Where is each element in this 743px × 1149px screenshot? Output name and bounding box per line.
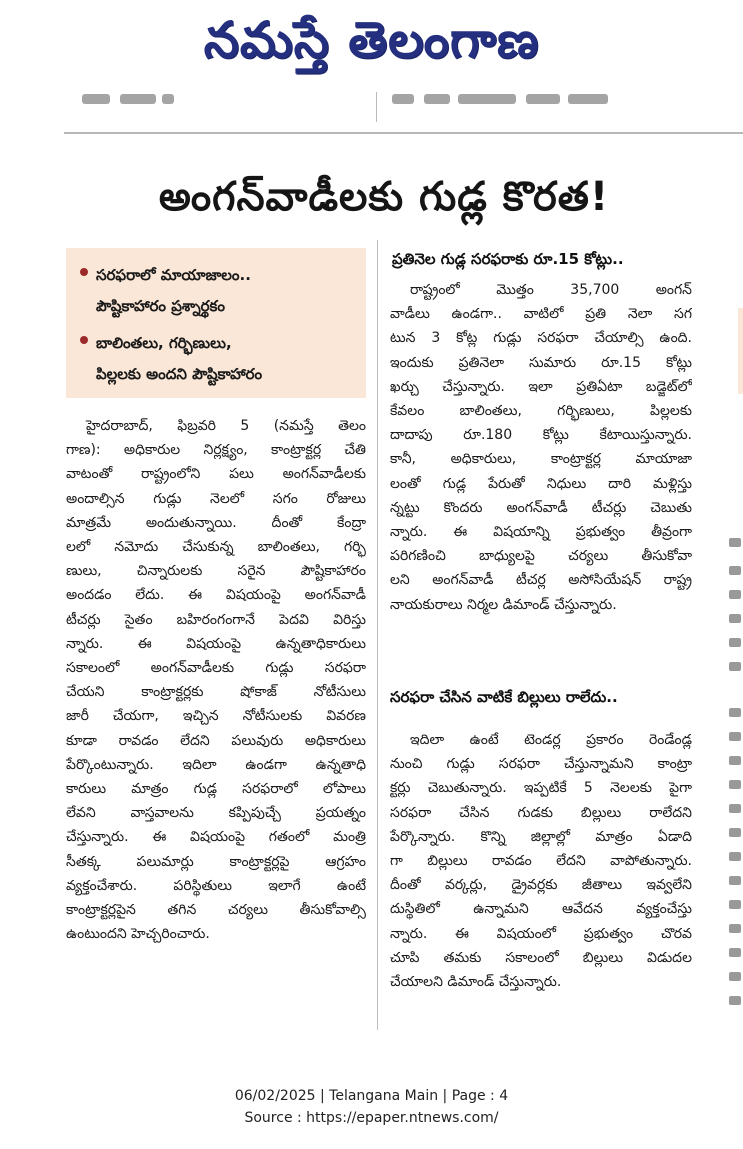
body-line: కేవలం బాలింతలు, గర్భిణులు, పిల్లలకు [390, 403, 692, 420]
body-line: టున 3 కోట్ల గుడ్లు సరఫరా చేయాల్సి ఉంది. [390, 330, 692, 347]
highlights-box [66, 248, 366, 398]
body-line: ఖర్చు చేస్తున్నారు. ఇలా ప్రతిఏటా బడ్జెట్‌లో [390, 378, 692, 395]
body-line: లంతో గుడ్ల పేరుతో నిధులు దారి మళ్లిస్తు [390, 475, 692, 492]
highlight-line: పిల్లలకు అందని పౌష్టికాహారం [96, 365, 263, 383]
body-line: చేయని కాంట్రాక్టర్లకు షోకాజ్‌ నోటీసులు [66, 684, 366, 701]
body-line: కూడా రావడం లేదని పలువురు అధికారులు [66, 732, 366, 749]
body-line: వ్యక్తంచేశారు. పరిస్థితులు ఇలాగే ఉంటే [66, 877, 366, 894]
body-line: మాత్రమే అందుతున్నాయి. దీంతో కేంద్రా [66, 514, 366, 531]
body-line: పరిగణించి బాధ్యులపై చర్యలు తీసుకోవా [390, 548, 692, 565]
body-line: జారీ చేయగా, ఇచ్చిన నోటీసులకు వివరణ [66, 708, 366, 725]
body-line: రాష్ట్రంలో మొత్తం 35,700 అంగన్‌ [410, 282, 692, 298]
body-line: ఇదిలా ఉంటే టెండర్ల ప్రకారం రెండేండ్ల [410, 732, 692, 748]
body-line: చేయాలని డిమాండ్‌ చేస్తున్నారు. [390, 974, 562, 991]
mid-column-section-2 [390, 728, 692, 994]
mid-column-section-1 [390, 278, 692, 617]
body-line: సీతక్క పలుమార్లు కాంట్రాక్టర్లపై ఆగ్రహం [66, 853, 366, 870]
body-line: కాంట్రాక్టర్లపైన తగిన చర్యలు తీసుకోవాల్సి [66, 902, 366, 919]
highlight-item [80, 260, 354, 322]
body-line: లలో నమోదు చేసుకున్న బాలింతలు, గర్భి [66, 539, 366, 556]
footer-date-edition: 06/02/2025 | Telangana Main | Page : 4 [234, 1088, 509, 1104]
body-line: ణులు, చిన్నారులకు సరైన పౌష్టికాహారం [66, 563, 366, 580]
footer-source: Source : https://epaper.ntnews.com/ [244, 1110, 499, 1126]
bullet-dot-icon [80, 336, 88, 344]
body-line: దుస్థితిలో ఉన్నామని ఆవేదన వ్యక్తంచేస్తు [390, 901, 692, 918]
left-column-body [66, 414, 366, 946]
highlight-line: పౌష్టికాహారం ప్రశ్నార్థకం [96, 297, 225, 315]
body-line: గాణ): అధికారుల నిర్లక్ష్యం, కాంట్రాక్టర్ల చేతి [66, 442, 366, 459]
body-line: గా బిల్లులు రావడం లేదని వాపోతున్నారు. [390, 853, 692, 870]
section-subhead: సరఫరా చేసిన వాటికే బిల్లులు రాలేదు.. [390, 688, 618, 706]
clipped-neighbor-tint [738, 308, 743, 394]
column-divider [377, 240, 378, 1030]
body-line: టీచర్లు సైతం బహిరంగంగానే పెదవి విరిస్తు [66, 611, 366, 628]
body-line: నుంచి గుడ్లు సరఫరా చేస్తున్నామని కాంట్రా [390, 756, 692, 773]
body-line: వాడీలు ఉండగా.. వాటిలో ప్రతి నెలా సగ [390, 306, 692, 323]
body-line: లని అంగన్‌వాడీ టీచర్ల అసోసియేషన్‌ రాష్ట్ర [390, 572, 692, 589]
body-line: ఇందుకు ప్రతినెలా సుమారు రూ.15 కోట్లు [390, 354, 692, 371]
body-line: పేర్కొన్నారు. కొన్ని జిల్లాల్లో మాత్రం ఏడాది [390, 828, 692, 845]
bullet-dot-icon [80, 268, 88, 276]
body-line: నాయకురాలు నిర్మల డిమాండ్‌ చేస్తున్నారు. [390, 596, 617, 613]
section-subhead: ప్రతినెల గుడ్ల సరఫరాకు రూ.15 కోట్లు.. [392, 250, 624, 268]
body-line: దాదాపు రూ.180 కోట్లు కేటాయిస్తున్నారు. [390, 427, 692, 444]
highlight-line: బాలింతలు, గర్భిణులు, [96, 334, 232, 352]
body-line: వాటంతో రాష్ట్రంలోని పలు అంగన్‌వాడీలకు [66, 466, 366, 483]
body-line: సరఫరా చేసిన గుడకు బిల్లులు రాలేదని [390, 804, 692, 821]
body-line: హైదరాబాద్‌, ఫిబ్రవరి 5 (నమస్తే తెలం [86, 418, 366, 434]
body-line: పేర్కొంటున్నారు. ఇదిలా ఉండగా ఉన్నతాధి [66, 756, 366, 773]
body-line: న్నట్టు కొందరు అంగన్‌వాడీ టీచర్లు చెబుతు [390, 499, 692, 516]
body-line: కారులు మాత్రం గుడ్ల సరఫరాలో లోపాలు [66, 781, 366, 798]
body-line: అందడం లేదు. ఈ విషయంపై అంగన్‌వాడీ [66, 587, 366, 604]
body-line: న్నారు. ఈ విషయంలో ప్రభుత్వం చొరవ [390, 925, 692, 942]
masthead [0, 0, 743, 80]
body-line: న్నారు. ఈ విషయంపై ఉన్నతాధికారులు [66, 635, 366, 652]
highlight-item [80, 328, 354, 390]
body-line: దీంతో వర్కర్లు, డ్రైవర్లకు జీతాలు ఇవ్వలేని [390, 877, 692, 894]
article-headline: అంగన్‌వాడీలకు గుడ్ల కొరత! [158, 174, 610, 220]
highlight-line: సరఫరాలో మాయాజాలం.. [96, 266, 251, 284]
clipped-neighbor-article [727, 530, 743, 1030]
body-line: క్టర్లు చెబుతున్నారు. ఇప్పటికే 5 నెలలకు పైగా [390, 780, 692, 797]
body-line: లేవని వాస్తవాలను కప్పిపుచ్చే ప్రయత్నం [66, 805, 366, 822]
body-line: న్నారు. ఈ విషయాన్ని ప్రభుత్వం తీవ్రంగా [390, 524, 692, 541]
body-line: చూపి తమకు సకాలంలో బిల్లులు విడుదల [390, 949, 692, 966]
body-line: సకాలంలో అంగన్‌వాడీలకు గుడ్లు సరఫరా [66, 660, 366, 677]
newspaper-logo: నమస్తే తెలంగాణ [203, 11, 540, 69]
body-line: ఉంటుందని హెచ్చరించారు. [66, 926, 210, 943]
body-line: చేస్తున్నారు. ఈ విషయంపై గతంలో మంత్రి [66, 829, 366, 846]
body-line: కానీ, అధికారులు, కాంట్రాక్టర్ల మాయాజా [390, 451, 692, 468]
body-line: అందాల్సిన గుడ్లు నెలలో సగం రోజులు [66, 490, 366, 507]
clipped-previous-article [64, 92, 743, 134]
